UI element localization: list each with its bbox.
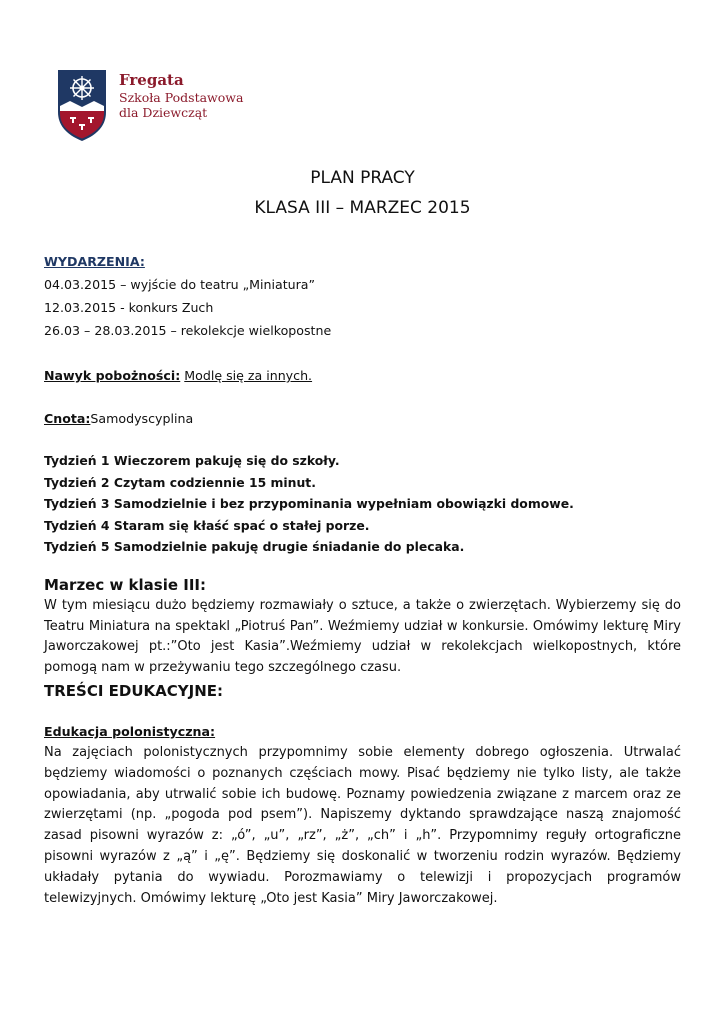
edu-paragraph: Na zajęciach polonistycznych przypomnimy sobie elementy dobrego ogłoszenia. Utrwalać będziemy wiadomości o poznanych częściach mowy. Pisać będziemy nie tylko listy, ale także opowiadania, aby utrwalić sobie ich budowę. Poznamy powiedzenia związane z marcem oraz ze zwierzętami (np. „pogoda pod psem”). Napiszemy dyktando sprawdzające naszą znajomość zasad pisowni wyrazów z: „ó”, „u”, „rz”, „ż”, „ch” i „h”. Przypomnimy reguły ortograficzne pisowni wyrazów z „ą” i „ę”. Będziemy się doskonalić w tworzeniu rodzin wyrazów. Będziemy układały pytania do wywiadu. Porozmawiamy o telewizji i propozycjach programów telewizyjnych. Omówimy lekturę „Oto jest Kasia” Miry Jaworczakowej. [44,745,681,906]
event-item: 26.03 – 28.03.2015 – rekolekcje wielkopostne [44,323,332,338]
event-item: 12.03.2015 - konkurs Zuch [44,300,214,315]
logo-name: Fregata [119,71,184,89]
logo-subtitle-1: Szkoła Podstawowa [119,90,244,105]
events-section [44,250,681,342]
week-item: Tydzień 3 Samodzielnie i bez przypominania wypełniam obowiązki domowe. [44,496,574,511]
week-item: Tydzień 5 Samodzielnie pakuję drugie śniadanie do plecaka. [44,539,465,554]
march-paragraph: W tym miesiącu dużo będziemy rozmawiały o sztuce, a także o zwierzętach. Wybierzemy się do Teatru Miniatura na spektakl „Piotruś Pan”. Weźmiemy udział w konkursie. Omówimy lekturę Miry Jaworczakowej pt.:”Oto jest Kasia”.Weźmiemy udział w rekolekcjach wielkopostnych, które pomogą nam w przeżywaniu tego szczególnego czasu. [44,598,681,675]
edu-section [44,720,681,909]
virtue-line [44,407,681,430]
march-heading: Marzec w klasie III: [44,576,206,594]
virtue-label: Cnota: [44,411,91,426]
habit-label: Nawyk pobożności: [44,368,181,383]
week-item: Tydzień 4 Staram się kłaść spać o stałej porze. [44,517,370,533]
weekly-goals [44,450,681,558]
edu-subheading: Edukacja polonistyczna: [44,724,216,739]
shield-crest-icon [56,68,108,142]
habit-line [44,364,681,387]
march-section [44,574,681,702]
event-item: 04.03.2015 – wyjście do teatru „Miniatura” [44,277,316,292]
logo-subtitle-2: dla Dziewcząt [119,105,208,120]
week-item: Tydzień 1 Wieczorem pakuję się do szkoły. [44,453,340,468]
page-subtitle: KLASA III – MARZEC 2015 [254,198,471,218]
edu-heading: TREŚCI EDUKACYJNE: [44,682,224,700]
school-logo [56,68,246,142]
week-item: Tydzień 2 Czytam codziennie 15 minut. [44,474,316,490]
habit-value: Modlę się za innych. [184,368,313,383]
page-title: PLAN PRACY [310,168,415,188]
events-heading: WYDARZENIA: [44,254,145,269]
virtue-value: Samodyscyplina [90,411,194,426]
